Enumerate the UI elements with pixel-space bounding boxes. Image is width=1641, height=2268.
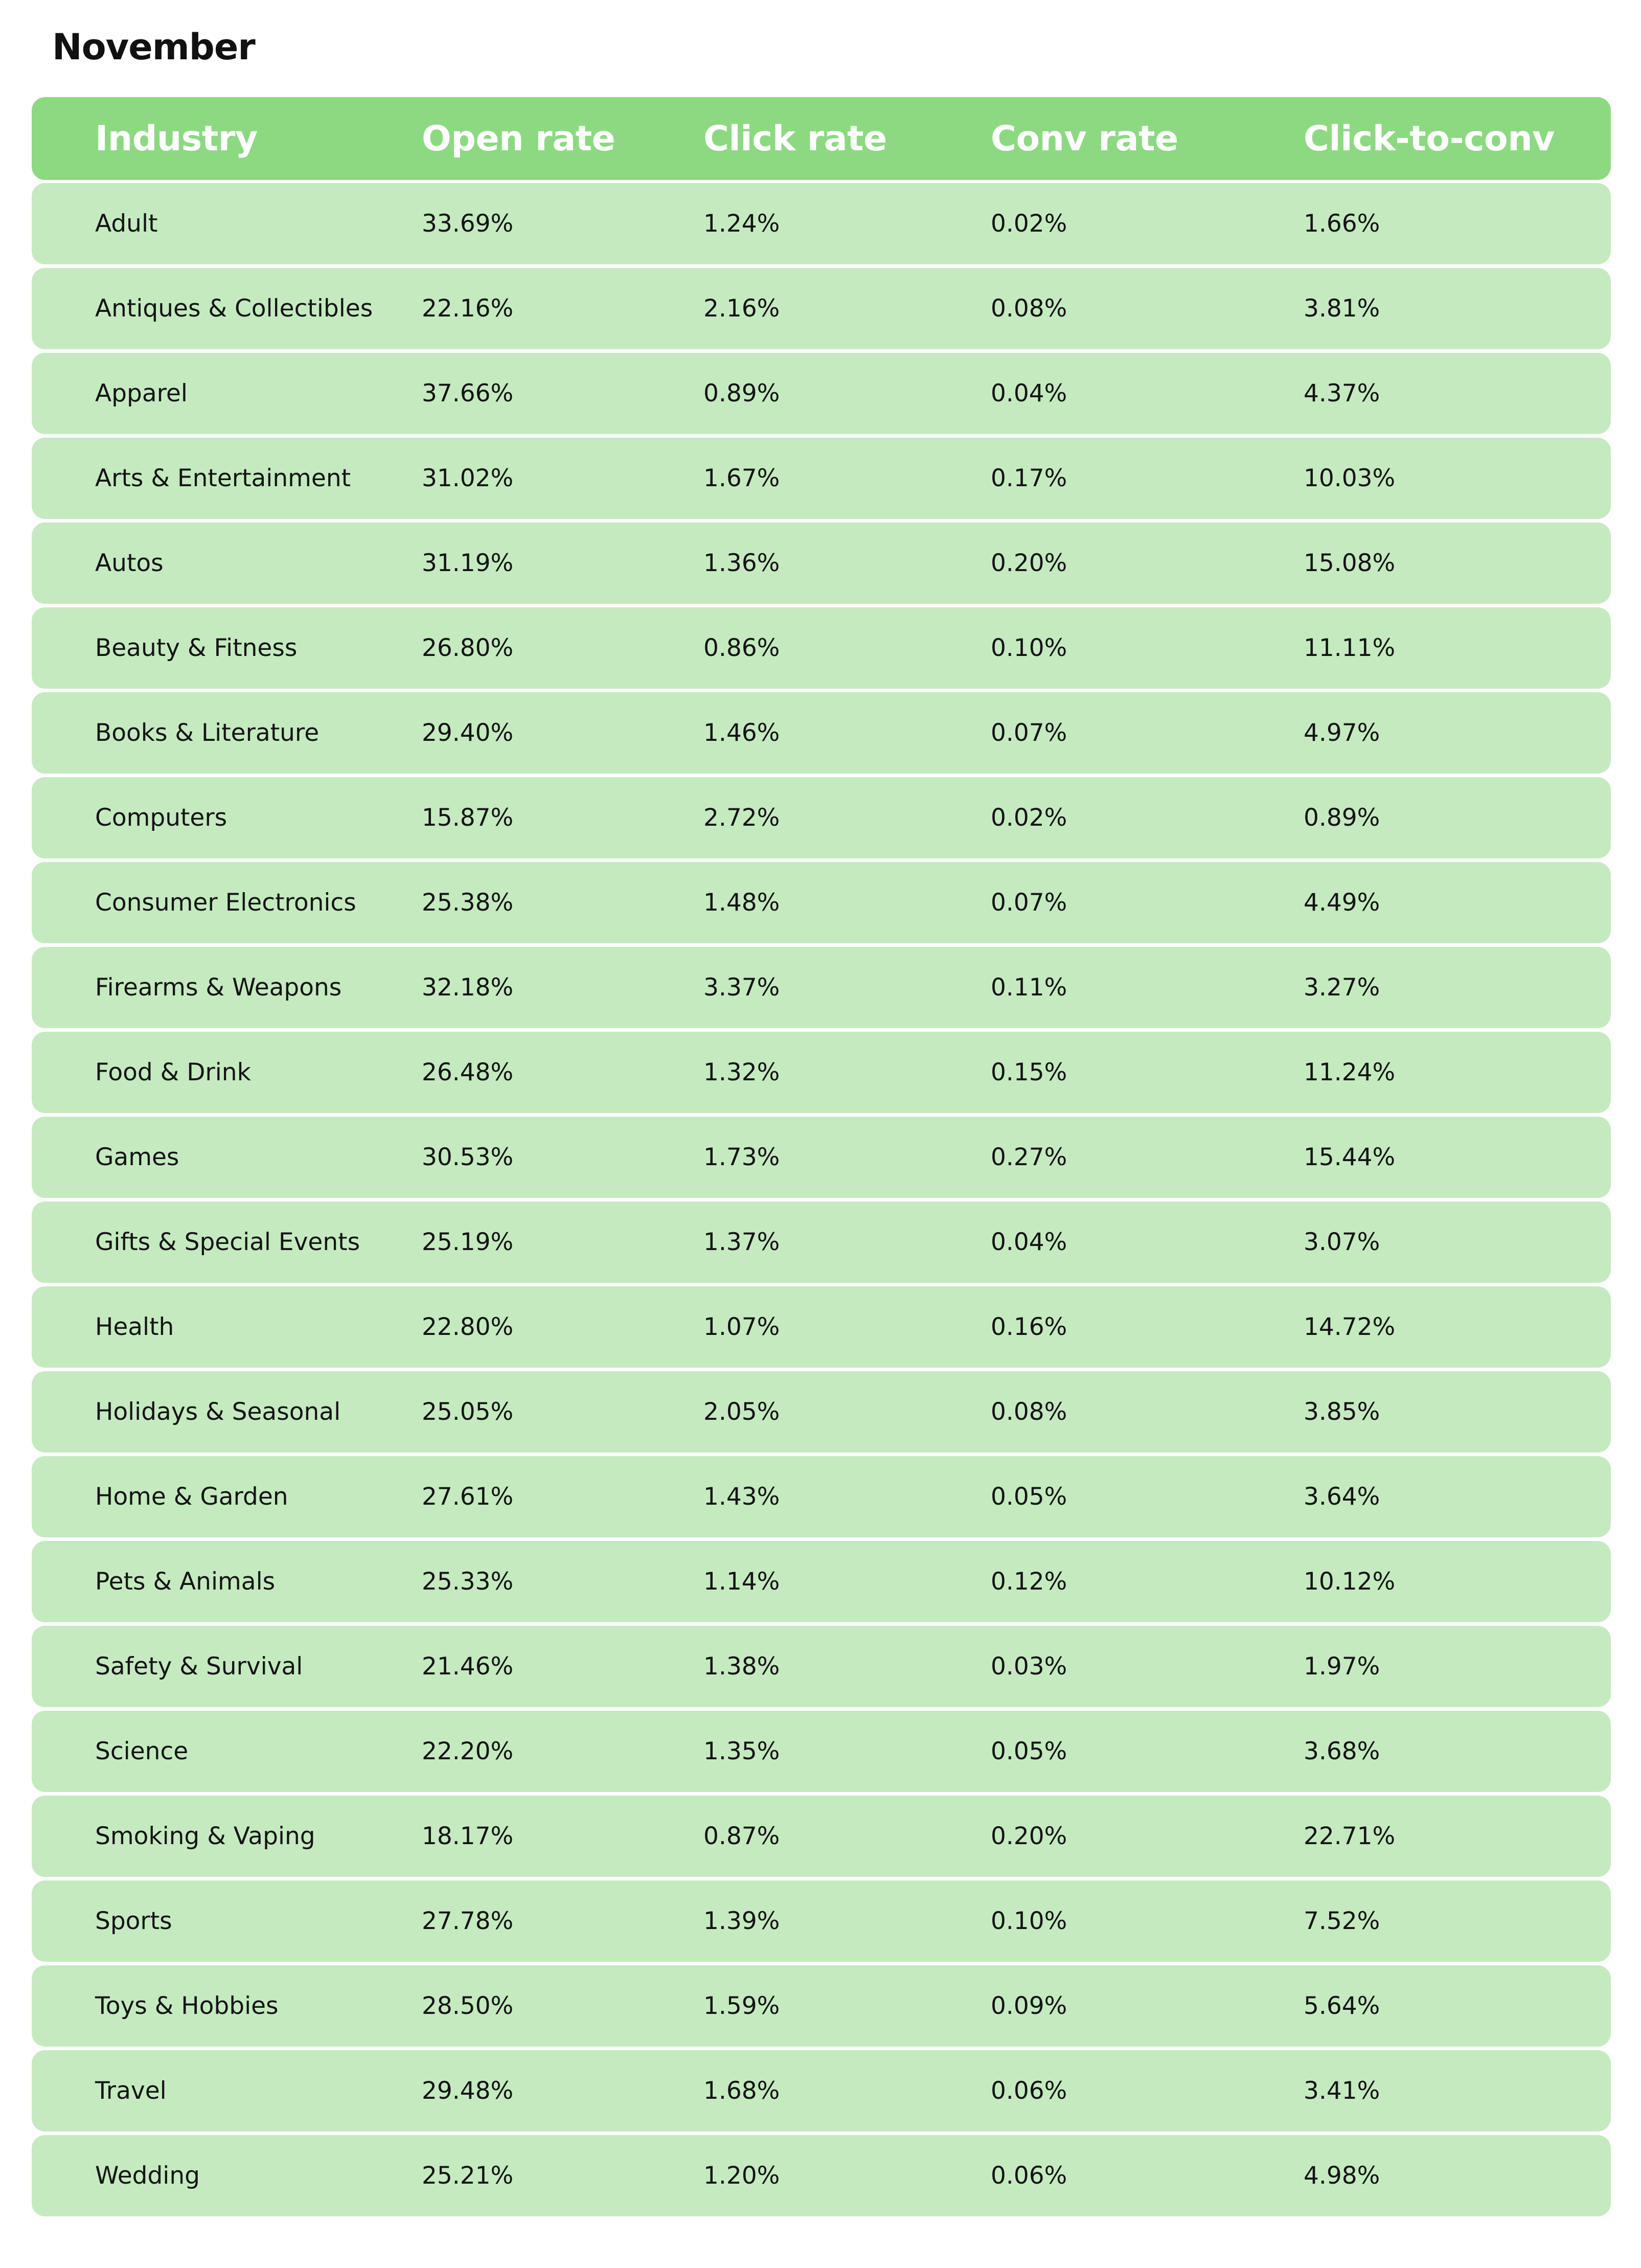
value-cell: 0.89%: [1304, 804, 1380, 832]
value-cell: 3.68%: [1304, 1737, 1380, 1765]
value-cell: 32.18%: [422, 973, 514, 1002]
value-cell: 1.14%: [703, 1568, 780, 1596]
value-cell: 25.19%: [422, 1228, 514, 1256]
value-cell: 0.15%: [991, 1058, 1067, 1086]
table-row: [32, 268, 1611, 349]
value-cell: 27.61%: [422, 1483, 514, 1511]
industry-cell: Computers: [95, 804, 227, 832]
value-cell: 29.40%: [422, 719, 514, 747]
page-title: November: [52, 26, 255, 68]
table-row: [32, 1456, 1611, 1537]
table-row: [32, 862, 1611, 943]
value-cell: 0.17%: [991, 464, 1067, 492]
industry-cell: Sports: [95, 1907, 172, 1935]
table-row: [32, 1626, 1611, 1707]
value-cell: 30.53%: [422, 1143, 514, 1171]
value-cell: 1.48%: [703, 889, 780, 917]
table-row: [32, 1371, 1611, 1453]
value-cell: 0.05%: [991, 1737, 1067, 1765]
industry-cell: Arts & Entertainment: [95, 464, 351, 492]
industry-cell: Antiques & Collectibles: [95, 294, 373, 323]
table-row: [32, 2050, 1611, 2131]
value-cell: 27.78%: [422, 1907, 514, 1935]
value-cell: 0.89%: [703, 379, 780, 407]
value-cell: 25.21%: [422, 2162, 514, 2190]
value-cell: 0.06%: [991, 2077, 1067, 2105]
industry-cell: Science: [95, 1737, 189, 1765]
value-cell: 22.80%: [422, 1313, 514, 1341]
value-cell: 1.07%: [703, 1313, 780, 1341]
table-row: [32, 523, 1611, 604]
value-cell: 1.66%: [1304, 210, 1380, 238]
value-cell: 3.07%: [1304, 1228, 1380, 1256]
table-row: [32, 1711, 1611, 1792]
table-row: [32, 692, 1611, 774]
industry-cell: Autos: [95, 549, 164, 577]
column-header: Conv rate: [991, 118, 1178, 159]
industry-cell: Books & Literature: [95, 719, 320, 747]
value-cell: 1.59%: [703, 1992, 780, 2020]
table-row: [32, 607, 1611, 689]
industry-cell: Adult: [95, 210, 158, 238]
value-cell: 33.69%: [422, 210, 514, 238]
value-cell: 1.37%: [703, 1228, 780, 1256]
value-cell: 10.12%: [1304, 1568, 1396, 1596]
column-header: Click rate: [703, 118, 887, 159]
value-cell: 4.49%: [1304, 889, 1380, 917]
value-cell: 0.87%: [703, 1822, 780, 1850]
industry-cell: Games: [95, 1143, 179, 1171]
table-row: [32, 1965, 1611, 2047]
value-cell: 3.41%: [1304, 2077, 1380, 2105]
value-cell: 0.07%: [991, 719, 1067, 747]
value-cell: 31.02%: [422, 464, 514, 492]
value-cell: 0.10%: [991, 1907, 1067, 1935]
value-cell: 0.04%: [991, 1228, 1067, 1256]
table-row: [32, 2135, 1611, 2216]
value-cell: 3.81%: [1304, 294, 1380, 323]
industry-cell: Beauty & Fitness: [95, 634, 298, 662]
industry-cell: Firearms & Weapons: [95, 973, 342, 1002]
value-cell: 21.46%: [422, 1652, 514, 1681]
value-cell: 1.35%: [703, 1737, 780, 1765]
table-row: [32, 1541, 1611, 1622]
column-header: Industry: [95, 118, 258, 159]
value-cell: 10.03%: [1304, 464, 1396, 492]
value-cell: 1.38%: [703, 1652, 780, 1681]
value-cell: 11.11%: [1304, 634, 1396, 662]
value-cell: 22.71%: [1304, 1822, 1396, 1850]
value-cell: 3.27%: [1304, 973, 1380, 1002]
value-cell: 1.24%: [703, 210, 780, 238]
table-row: [32, 947, 1611, 1028]
industry-cell: Health: [95, 1313, 174, 1341]
value-cell: 31.19%: [422, 549, 514, 577]
column-header: Click-to-conv: [1304, 118, 1555, 159]
value-cell: 4.98%: [1304, 2162, 1380, 2190]
value-cell: 0.20%: [991, 549, 1067, 577]
value-cell: 4.37%: [1304, 379, 1380, 407]
industry-table: [32, 97, 1611, 2220]
industry-cell: Holidays & Seasonal: [95, 1398, 341, 1426]
industry-cell: Home & Garden: [95, 1483, 288, 1511]
industry-cell: Consumer Electronics: [95, 889, 356, 917]
value-cell: 26.80%: [422, 634, 514, 662]
value-cell: 0.06%: [991, 2162, 1067, 2190]
value-cell: 0.10%: [991, 634, 1067, 662]
value-cell: 7.52%: [1304, 1907, 1380, 1935]
value-cell: 3.85%: [1304, 1398, 1380, 1426]
value-cell: 0.11%: [991, 973, 1067, 1002]
value-cell: 4.97%: [1304, 719, 1380, 747]
table-row: [32, 183, 1611, 264]
value-cell: 0.07%: [991, 889, 1067, 917]
value-cell: 0.20%: [991, 1822, 1067, 1850]
value-cell: 25.33%: [422, 1568, 514, 1596]
value-cell: 1.39%: [703, 1907, 780, 1935]
industry-cell: Toys & Hobbies: [95, 1992, 279, 2020]
value-cell: 0.09%: [991, 1992, 1067, 2020]
value-cell: 1.46%: [703, 719, 780, 747]
value-cell: 22.16%: [422, 294, 514, 323]
value-cell: 0.08%: [991, 1398, 1067, 1426]
table-row: [32, 1201, 1611, 1283]
value-cell: 2.16%: [703, 294, 780, 323]
industry-cell: Apparel: [95, 379, 188, 407]
value-cell: 1.73%: [703, 1143, 780, 1171]
value-cell: 18.17%: [422, 1822, 514, 1850]
industry-cell: Wedding: [95, 2162, 200, 2190]
value-cell: 1.32%: [703, 1058, 780, 1086]
value-cell: 1.68%: [703, 2077, 780, 2105]
value-cell: 1.36%: [703, 549, 780, 577]
value-cell: 0.02%: [991, 804, 1067, 832]
value-cell: 22.20%: [422, 1737, 514, 1765]
value-cell: 14.72%: [1304, 1313, 1396, 1341]
industry-cell: Smoking & Vaping: [95, 1822, 315, 1850]
value-cell: 25.38%: [422, 889, 514, 917]
value-cell: 15.87%: [422, 804, 514, 832]
value-cell: 0.27%: [991, 1143, 1067, 1171]
value-cell: 25.05%: [422, 1398, 514, 1426]
value-cell: 1.43%: [703, 1483, 780, 1511]
value-cell: 3.64%: [1304, 1483, 1380, 1511]
value-cell: 5.64%: [1304, 1992, 1380, 2020]
industry-cell: Food & Drink: [95, 1058, 251, 1086]
industry-cell: Gifts & Special Events: [95, 1228, 360, 1256]
table-row: [32, 1032, 1611, 1113]
value-cell: 37.66%: [422, 379, 514, 407]
value-cell: 3.37%: [703, 973, 780, 1002]
value-cell: 29.48%: [422, 2077, 514, 2105]
value-cell: 0.03%: [991, 1652, 1067, 1681]
table-row: [32, 1880, 1611, 1962]
industry-cell: Travel: [95, 2077, 167, 2105]
value-cell: 15.08%: [1304, 549, 1396, 577]
value-cell: 1.20%: [703, 2162, 780, 2190]
table-header: [32, 97, 1611, 180]
value-cell: 1.67%: [703, 464, 780, 492]
value-cell: 2.72%: [703, 804, 780, 832]
value-cell: 1.97%: [1304, 1652, 1380, 1681]
table-row: [32, 1117, 1611, 1198]
table-row: [32, 777, 1611, 858]
value-cell: 0.08%: [991, 294, 1067, 323]
industry-cell: Pets & Animals: [95, 1568, 276, 1596]
value-cell: 11.24%: [1304, 1058, 1396, 1086]
value-cell: 0.05%: [991, 1483, 1067, 1511]
column-header: Open rate: [422, 118, 616, 159]
table-row: [32, 353, 1611, 434]
value-cell: 0.12%: [991, 1568, 1067, 1596]
value-cell: 0.02%: [991, 210, 1067, 238]
table-row: [32, 1286, 1611, 1368]
table-row: [32, 438, 1611, 519]
value-cell: 0.04%: [991, 379, 1067, 407]
table-row: [32, 1796, 1611, 1877]
value-cell: 2.05%: [703, 1398, 780, 1426]
value-cell: 15.44%: [1304, 1143, 1396, 1171]
value-cell: 0.16%: [991, 1313, 1067, 1341]
value-cell: 0.86%: [703, 634, 780, 662]
value-cell: 26.48%: [422, 1058, 514, 1086]
value-cell: 28.50%: [422, 1992, 514, 2020]
industry-cell: Safety & Survival: [95, 1652, 303, 1681]
